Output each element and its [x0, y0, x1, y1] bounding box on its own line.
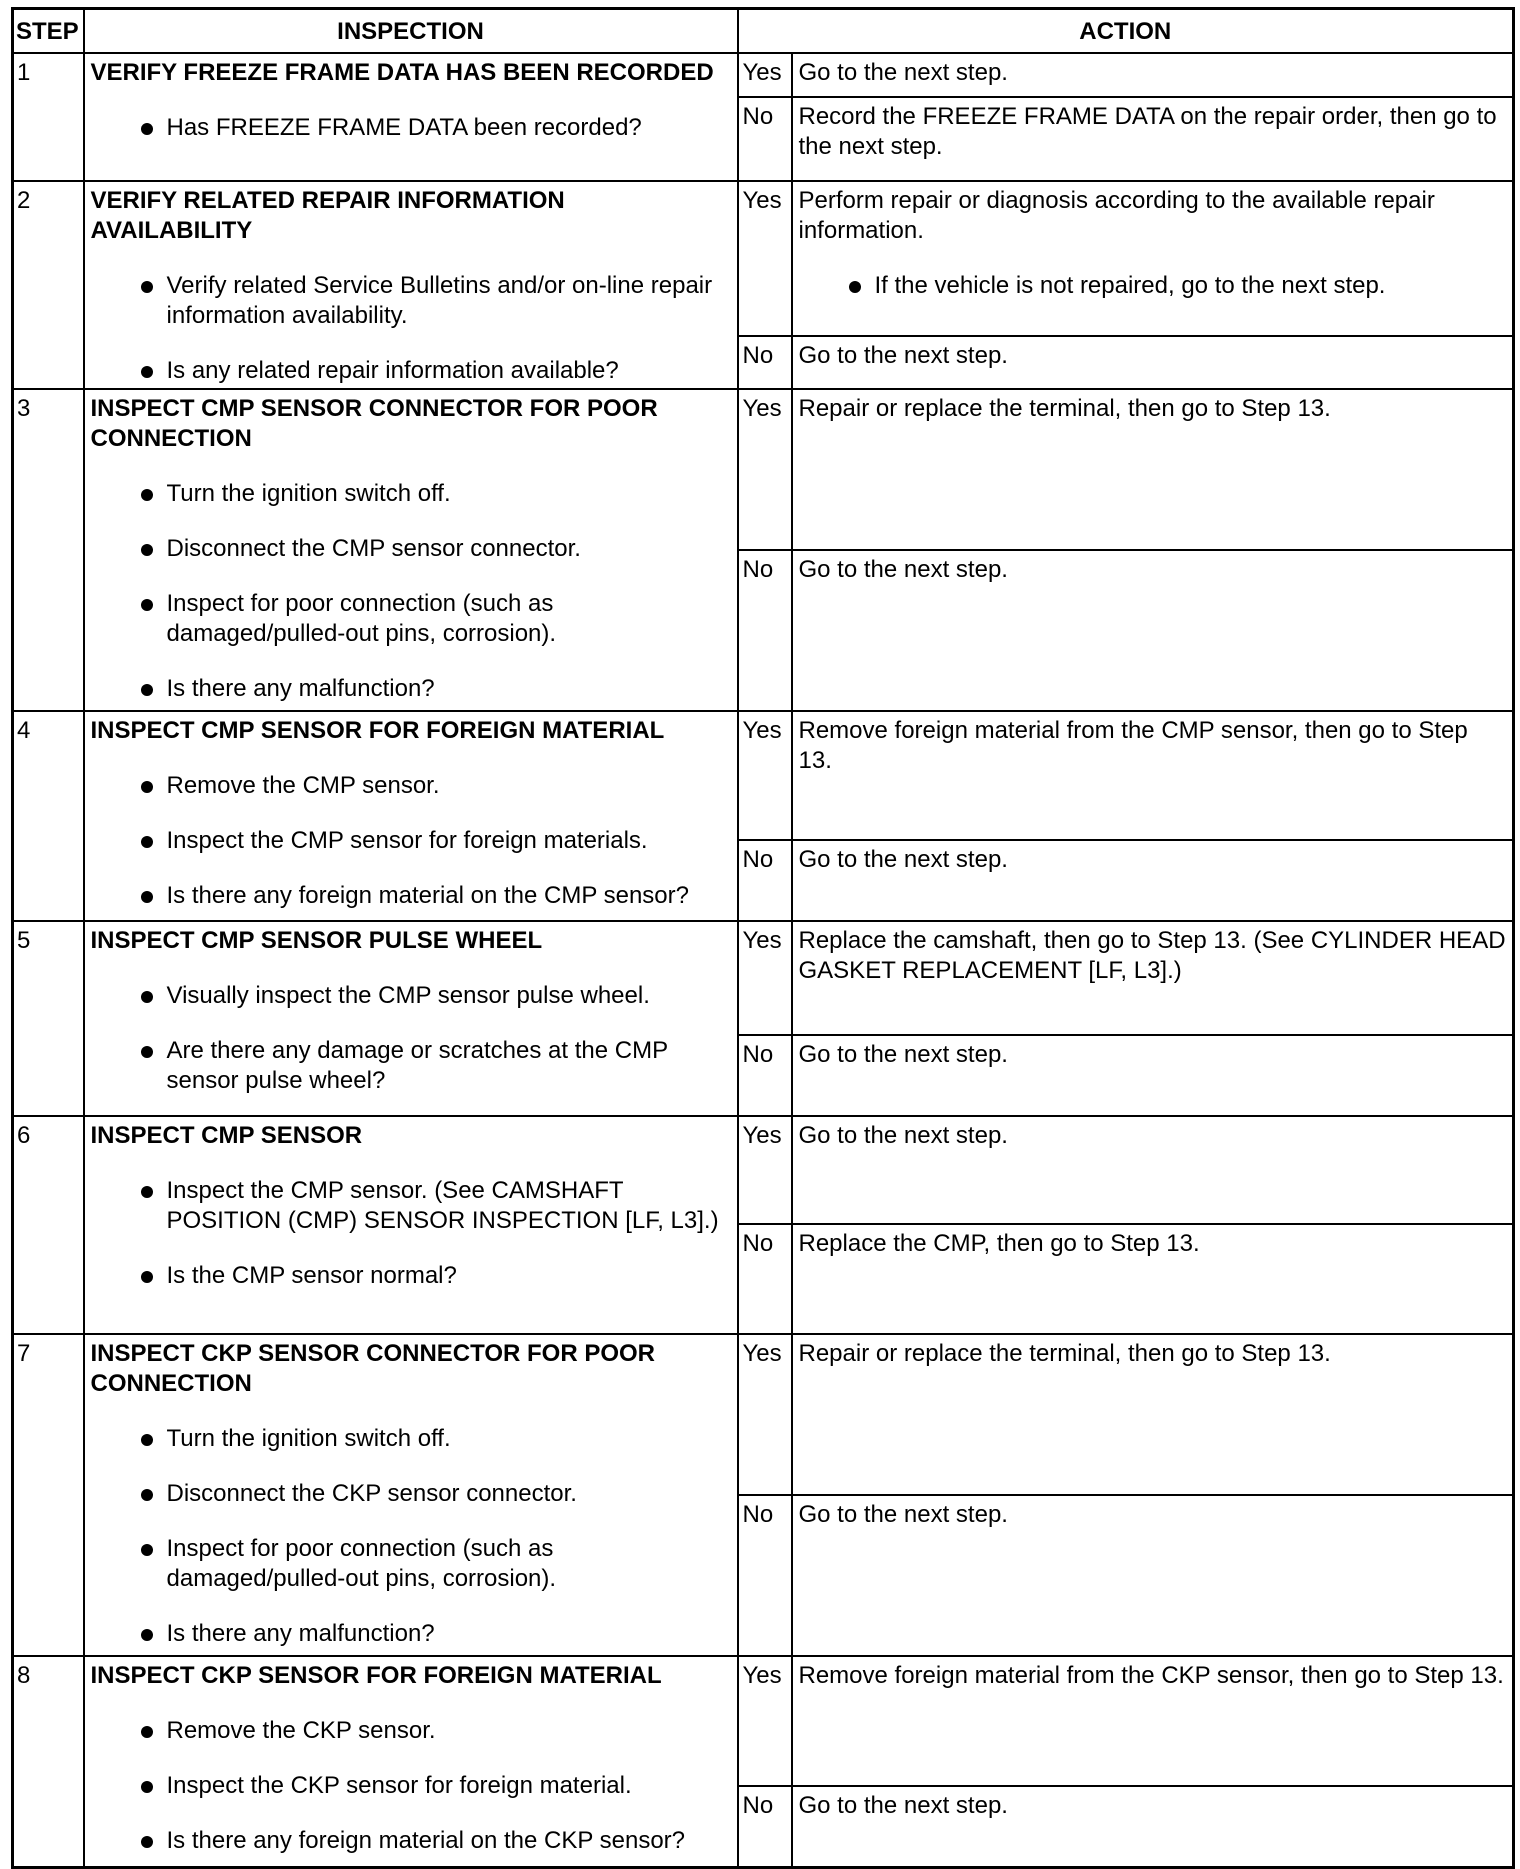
- yes-action-text: Repair or replace the terminal, then go to Step 13.: [798, 395, 1331, 422]
- inspection-item: Is the CMP sensor normal?: [91, 1261, 731, 1291]
- yes-action: [792, 389, 1514, 550]
- inspection-cell: [84, 711, 738, 921]
- inspection-item: Inspect the CMP sensor for foreign materials.: [91, 826, 731, 856]
- inspection-item: Is there any foreign material on the CKP sensor?: [91, 1826, 731, 1856]
- no-action: Go to the next step.: [792, 1786, 1514, 1867]
- inspection-cell: [84, 1334, 738, 1656]
- inspection-title: INSPECT CKP SENSOR CONNECTOR FOR POOR CONNECTION: [90, 1340, 656, 1397]
- table-row: [13, 389, 1514, 550]
- yes-action-item: If the vehicle is not repaired, go to the next step.: [799, 271, 1507, 301]
- inspection-list: [91, 1716, 731, 1856]
- yes-label: Yes: [738, 1334, 792, 1495]
- inspection-item: Remove the CKP sensor.: [91, 1716, 731, 1746]
- yes-label: Yes: [738, 1656, 792, 1786]
- inspection-header: INSPECTION: [84, 9, 738, 54]
- yes-action-text: Repair or replace the terminal, then go to Step 13.: [798, 1340, 1331, 1367]
- no-action: Go to the next step.: [792, 336, 1514, 389]
- no-label: No: [738, 550, 792, 711]
- inspection-list: [91, 981, 731, 1096]
- inspection-cell: [84, 1116, 738, 1334]
- step-number: 7: [13, 1334, 84, 1656]
- no-label: No: [738, 97, 792, 181]
- diagnostic-table: [11, 7, 1515, 1869]
- yes-action-text: Perform repair or diagnosis according to the available repair information.: [798, 187, 1435, 244]
- inspection-item: Has FREEZE FRAME DATA been recorded?: [91, 113, 731, 143]
- step-number: 5: [13, 921, 84, 1116]
- yes-label: Yes: [738, 53, 792, 97]
- inspection-item: Is there any malfunction?: [91, 674, 731, 704]
- no-label: No: [738, 840, 792, 921]
- yes-action: [792, 1334, 1514, 1495]
- table-row: [13, 1656, 1514, 1786]
- yes-label: Yes: [738, 921, 792, 1035]
- inspection-item: Disconnect the CMP sensor connector.: [91, 534, 731, 564]
- yes-action-list: [799, 271, 1507, 301]
- inspection-title: INSPECT CKP SENSOR FOR FOREIGN MATERIAL: [90, 1662, 662, 1689]
- action-header: ACTION: [738, 9, 1514, 54]
- step-number: 3: [13, 389, 84, 711]
- no-label: No: [738, 1224, 792, 1334]
- table-row: [13, 921, 1514, 1035]
- table-row: [13, 53, 1514, 97]
- inspection-item: Inspect for poor connection (such as damaged/pulled-out pins, corrosion).: [91, 1534, 731, 1594]
- inspection-item: Inspect for poor connection (such as damaged/pulled-out pins, corrosion).: [91, 589, 731, 649]
- inspection-item: Remove the CMP sensor.: [91, 771, 731, 801]
- no-label: No: [738, 1786, 792, 1867]
- yes-label: Yes: [738, 711, 792, 840]
- inspection-title: INSPECT CMP SENSOR CONNECTOR FOR POOR CONNECTION: [90, 395, 658, 452]
- inspection-item: Turn the ignition switch off.: [91, 479, 731, 509]
- inspection-item: Is any related repair information available?: [91, 356, 731, 386]
- inspection-item: Inspect the CKP sensor for foreign material.: [91, 1771, 731, 1801]
- inspection-item: Visually inspect the CMP sensor pulse wheel.: [91, 981, 731, 1011]
- inspection-item: Is there any malfunction?: [91, 1619, 731, 1649]
- inspection-title: VERIFY RELATED REPAIR INFORMATION AVAILABILITY: [90, 187, 565, 244]
- inspection-item: Are there any damage or scratches at the CMP sensor pulse wheel?: [91, 1036, 731, 1096]
- yes-action: [792, 1656, 1514, 1786]
- procedure-document: [11, 7, 1512, 1869]
- yes-label: Yes: [738, 389, 792, 550]
- inspection-list: [91, 271, 731, 386]
- step-number: 4: [13, 711, 84, 921]
- step-header: STEP: [13, 9, 84, 54]
- inspection-item: Disconnect the CKP sensor connector.: [91, 1479, 731, 1509]
- yes-action-text: Go to the next step.: [798, 59, 1008, 86]
- no-action: Go to the next step.: [792, 1035, 1514, 1116]
- table-row: [13, 711, 1514, 840]
- yes-action-text: Go to the next step.: [798, 1122, 1008, 1149]
- inspection-list: [91, 1424, 731, 1649]
- yes-action: [792, 711, 1514, 840]
- yes-action-text: Remove foreign material from the CMP sensor, then go to Step 13.: [798, 717, 1468, 774]
- no-label: No: [738, 1495, 792, 1656]
- inspection-cell: [84, 921, 738, 1116]
- yes-action: [792, 181, 1514, 336]
- inspection-list: [91, 1176, 731, 1291]
- yes-action-text: Replace the camshaft, then go to Step 13. (See CYLINDER HEAD GASKET REPLACEMENT [LF, L3].): [798, 927, 1506, 984]
- inspection-title: INSPECT CMP SENSOR FOR FOREIGN MATERIAL: [90, 717, 665, 744]
- inspection-list: [91, 113, 731, 143]
- table-header-row: [13, 9, 1514, 54]
- table-body: [13, 53, 1514, 1867]
- no-action: Replace the CMP, then go to Step 13.: [792, 1224, 1514, 1334]
- yes-action: [792, 1116, 1514, 1224]
- yes-action: [792, 921, 1514, 1035]
- table-row: [13, 1116, 1514, 1224]
- yes-action: [792, 53, 1514, 97]
- inspection-cell: [84, 53, 738, 181]
- no-action: Go to the next step.: [792, 550, 1514, 711]
- inspection-title: INSPECT CMP SENSOR PULSE WHEEL: [90, 927, 543, 954]
- inspection-list: [91, 479, 731, 704]
- table-row: [13, 181, 1514, 336]
- inspection-cell: [84, 1656, 738, 1867]
- inspection-cell: [84, 389, 738, 711]
- inspection-cell: [84, 181, 738, 389]
- inspection-list: [91, 771, 731, 911]
- no-label: No: [738, 336, 792, 389]
- inspection-item: Inspect the CMP sensor. (See CAMSHAFT POSITION (CMP) SENSOR INSPECTION [LF, L3].): [91, 1176, 731, 1236]
- inspection-title: INSPECT CMP SENSOR: [90, 1122, 363, 1149]
- no-label: No: [738, 1035, 792, 1116]
- step-number: 6: [13, 1116, 84, 1334]
- yes-label: Yes: [738, 1116, 792, 1224]
- inspection-title: VERIFY FREEZE FRAME DATA HAS BEEN RECORDED: [90, 59, 714, 86]
- no-action: Go to the next step.: [792, 1495, 1514, 1656]
- step-number: 8: [13, 1656, 84, 1867]
- step-number: 1: [13, 53, 84, 181]
- table-row: [13, 1334, 1514, 1495]
- step-number: 2: [13, 181, 84, 389]
- yes-label: Yes: [738, 181, 792, 336]
- inspection-item: Is there any foreign material on the CMP sensor?: [91, 881, 731, 911]
- no-action: Record the FREEZE FRAME DATA on the repair order, then go to the next step.: [792, 97, 1514, 181]
- no-action: Go to the next step.: [792, 840, 1514, 921]
- yes-action-text: Remove foreign material from the CKP sensor, then go to Step 13.: [798, 1662, 1504, 1689]
- inspection-item: Verify related Service Bulletins and/or on-line repair information availability.: [91, 271, 731, 331]
- inspection-item: Turn the ignition switch off.: [91, 1424, 731, 1454]
